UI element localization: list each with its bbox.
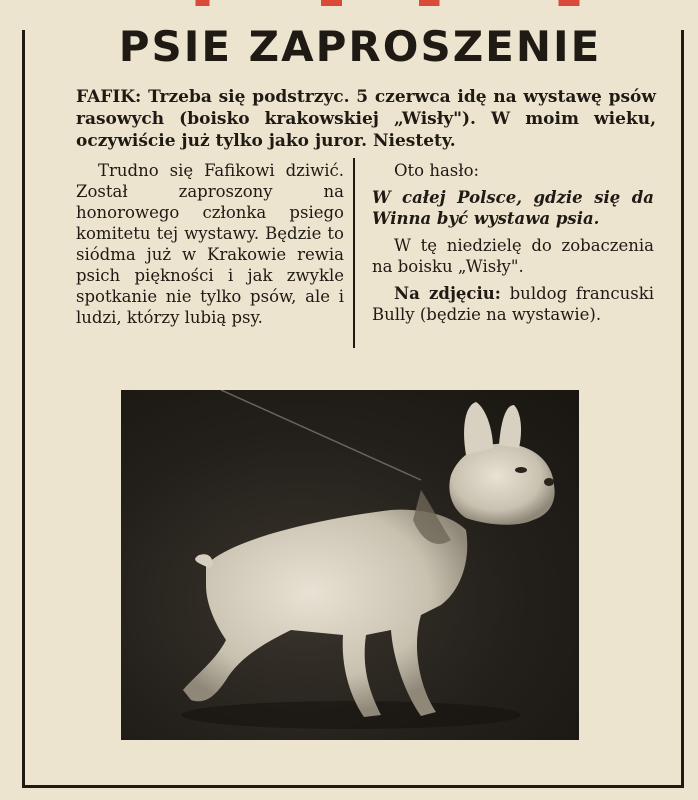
dog-tail xyxy=(195,554,213,568)
caption-text: buldog francuski Bully (będzie na wystawie). xyxy=(372,284,654,324)
lead-paragraph xyxy=(76,86,656,152)
column-divider xyxy=(353,158,355,348)
dog-eye xyxy=(515,467,527,473)
left-column xyxy=(76,160,344,328)
dog-ear-left xyxy=(464,402,493,455)
lead-text: Trzeba się podstrzyc. 5 czerwca idę na wystawę psów rasowych (boisko krakowskiej „Wisły"). W moim wieku, oczywiście już tylko jako juror. Niestety. xyxy=(76,87,656,151)
bulldog-illustration xyxy=(121,390,579,740)
lead-speaker: FAFIK: xyxy=(76,87,142,107)
motto-intro: Oto hasło: xyxy=(394,161,480,180)
caption-label: Na zdjęciu: xyxy=(394,284,501,303)
motto-text: W całej Polsce, gdzie się da Winna być wystawa psia. xyxy=(372,188,654,228)
ground-shadow xyxy=(181,701,521,729)
right-column xyxy=(372,160,654,331)
dog-nose xyxy=(544,478,554,486)
dog-head xyxy=(449,444,554,525)
bulldog-photo xyxy=(121,390,579,740)
invite-text: W tę niedzielę do zobaczenia na boisku „Wisły". xyxy=(372,236,654,276)
left-column-text: Trudno się Fafikowi dziwić. Został zaproszony na honorowego członka psiego komitetu tej wystawy. Będzie to siódma już w Krakowie rewia psich piękności i jak zwykle spotkanie nie tylko psów, ale i ludzi, którzy lubią psy. xyxy=(76,161,344,327)
top-color-strip xyxy=(0,0,698,6)
leash-line xyxy=(221,390,421,480)
photo-caption xyxy=(372,283,654,325)
article-title: PSIE ZAPROSZENIE xyxy=(118,22,602,71)
dog-body xyxy=(183,510,467,717)
dog-ear-right xyxy=(499,405,521,448)
